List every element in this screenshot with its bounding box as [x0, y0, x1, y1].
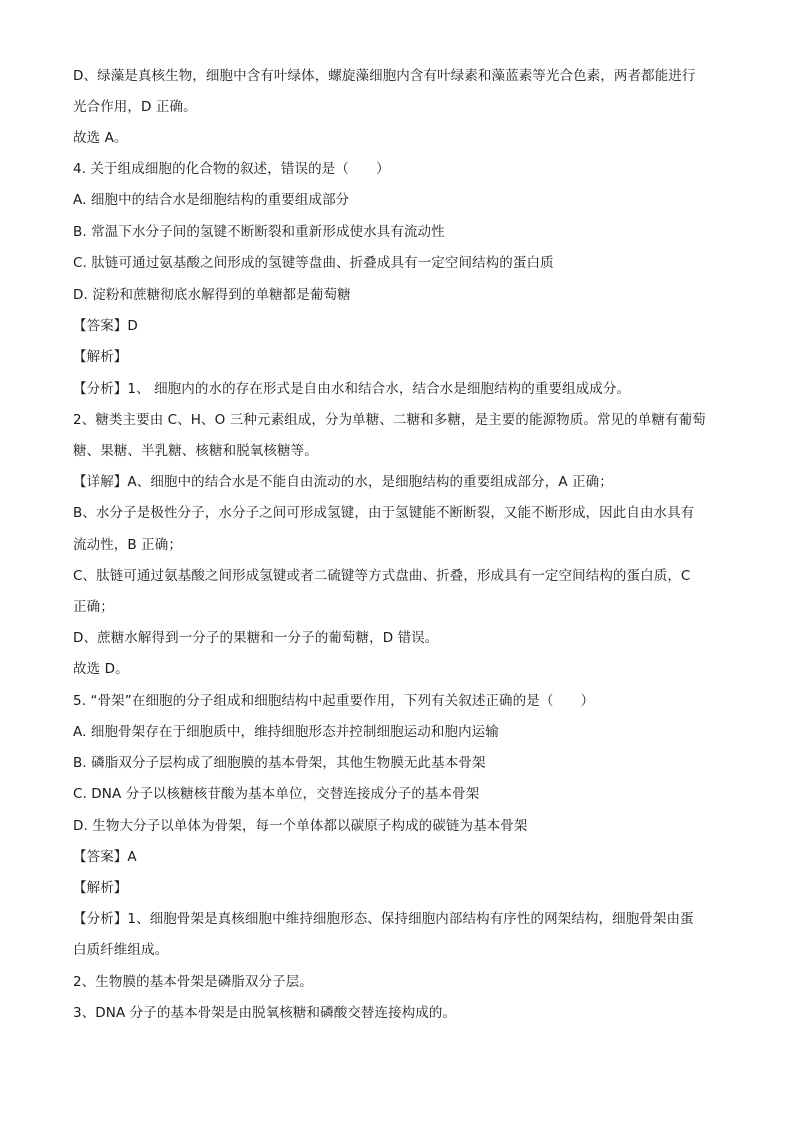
question-4-stem: 4. 关于组成细胞的化合物的叙述，错误的是（ ） [73, 161, 390, 177]
text-line: 【分析】1、 细胞内的水的存在形式是自由水和结合水，结合水是细胞结构的重要组成成分。 [73, 381, 631, 397]
text-line: 白质纤维组成。 [73, 942, 169, 958]
analysis-label: 【解析】 [73, 880, 128, 896]
text-line: 流动性，B 正确； [73, 537, 182, 553]
question-5-stem: 5. “骨架”在细胞的分子组成和细胞结构中起重要作用，下列有关叙述正确的是（ ） [73, 693, 595, 709]
text-line: 3、DNA 分子的基本骨架是由脱氧核糖和磷酸交替连接构成的。 [73, 1005, 457, 1021]
answer-label: 【答案】D [73, 318, 138, 334]
question-5-option-c: C. DNA 分子以核糖核苷酸为基本单位，交替连接成分子的基本骨架 [73, 786, 480, 802]
text-line: 故选 A。 [73, 130, 128, 146]
question-4-option-c: C. 肽链可通过氨基酸之间形成的氢键等盘曲、折叠成具有一定空间结构的蛋白质 [73, 255, 554, 271]
text-line: D、蔗糖水解得到一分子的果糖和一分子的葡萄糖，D 错误。 [73, 630, 439, 646]
text-line: C、肽链可通过氨基酸之间形成氢键或者二硫键等方式盘曲、折叠，形成具有一定空间结构的蛋白质，C [73, 568, 691, 584]
question-4-option-b: B. 常温下水分子间的氢键不断断裂和重新形成使水具有流动性 [73, 224, 445, 240]
text-line: 故选 D。 [73, 661, 129, 677]
question-5-option-d: D. 生物大分子以单体为骨架，每一个单体都以碳原子构成的碳链为基本骨架 [73, 818, 528, 834]
question-5-option-a: A. 细胞骨架存在于细胞质中，维持细胞形态并控制细胞运动和胞内运输 [73, 724, 499, 740]
text-line: 【分析】1、细胞骨架是真核细胞中维持细胞形态、保持细胞内部结构有序性的网架结构，细胞骨架由蛋 [73, 911, 694, 927]
text-line: 光合作用，D 正确。 [73, 99, 197, 115]
question-4-option-d: D. 淀粉和蔗糖彻底水解得到的单糖都是葡萄糖 [73, 287, 351, 303]
text-line: B、水分子是极性分子，水分子之间可形成氢键，由于氢键能不断断裂，又能不断形成，因此自由水具有 [73, 505, 695, 521]
text-line: 【详解】A、细胞中的结合水是不能自由流动的水，是细胞结构的重要组成部分，A 正确； [73, 474, 613, 490]
text-line: 2、糖类主要由 C、H、O 三种元素组成，分为单糖、二糖和多糖，是主要的能源物质。常见的单糖有葡萄 [73, 412, 706, 428]
text-line: 正确； [73, 599, 114, 615]
question-4-option-a: A. 细胞中的结合水是细胞结构的重要组成部分 [73, 192, 350, 208]
text-line: D、绿藻是真核生物，细胞中含有叶绿体，螺旋藻细胞内含有叶绿素和藻蓝素等光合色素，两者都能进行 [73, 68, 696, 84]
answer-label: 【答案】A [73, 849, 137, 865]
text-line: 糖、果糖、半乳糖、核糖和脱氧核糖等。 [73, 443, 318, 459]
text-line: 2、生物膜的基本骨架是磷脂双分子层。 [73, 974, 313, 990]
question-5-option-b: B. 磷脂双分子层构成了细胞膜的基本骨架，其他生物膜无此基本骨架 [73, 755, 486, 771]
analysis-label: 【解析】 [73, 349, 128, 365]
